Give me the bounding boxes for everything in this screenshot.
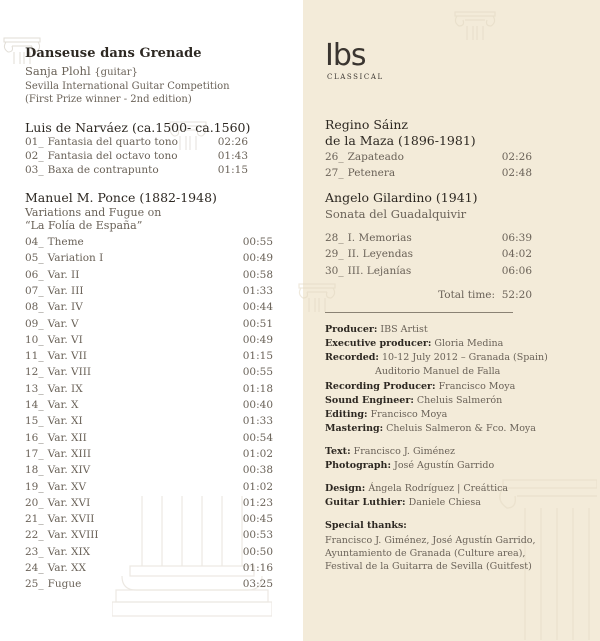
composer-heading: Manuel M. Ponce (1882-1948) [25, 190, 217, 205]
track-time: 00:55 [242, 236, 273, 248]
credit-line [325, 338, 503, 350]
track-number: 11_ [25, 350, 44, 363]
work-subtitle: Variations and Fugue on [25, 206, 162, 219]
credit-line [325, 497, 481, 509]
track-number: 29_ [325, 248, 344, 261]
track-number: 23_ [25, 545, 44, 558]
track-time: 01:15 [242, 350, 273, 363]
track-row [325, 150, 532, 164]
track-number: 07_ [25, 284, 44, 297]
credit-line [325, 409, 447, 421]
track-row [25, 317, 273, 331]
credit-label: Recording Producer: [325, 381, 436, 392]
track-time: 00:40 [242, 399, 273, 411]
track-title: Var. XIX [47, 545, 91, 558]
track-row [25, 577, 273, 591]
album-title: Danseuse dans Grenade [25, 46, 202, 61]
track-time: 00:49 [242, 333, 273, 346]
special-thanks-heading: Special thanks: [325, 520, 407, 531]
credit-label: Design: [325, 483, 366, 494]
track-number: 04_ [25, 236, 44, 248]
track-number: 19_ [25, 480, 44, 493]
track-time: 00:44 [242, 301, 273, 314]
logo-wordmark: Ibs [325, 38, 366, 73]
track-time: 06:06 [501, 264, 532, 277]
credit-line [325, 446, 455, 458]
ibs-classical-logo [325, 40, 384, 81]
track-number: 28_ [325, 232, 344, 244]
track-number: 20_ [25, 496, 44, 509]
track-title: Fugue [47, 578, 82, 591]
total-time-label: Total time: [438, 289, 496, 301]
track-title: Var. XI [47, 415, 83, 428]
track-title: Var. XII [47, 431, 87, 444]
track-title: Var. XVI [47, 496, 91, 509]
credit-label: Text: [325, 446, 351, 457]
track-title: Var. VII [47, 350, 87, 363]
credit-label: Photograph: [325, 460, 391, 471]
special-thanks-line: Francisco J. Giménez, José Agustín Garrido, [325, 535, 536, 546]
track-time: 00:49 [242, 252, 273, 265]
credit-label: Guitar Luthier: [325, 497, 406, 508]
track-number: 30_ [325, 264, 344, 277]
track-time: 06:39 [501, 232, 532, 244]
track-title: Var. VI [47, 333, 83, 346]
track-time: 01:02 [242, 447, 273, 460]
track-row [25, 349, 273, 363]
track-title: Var. XV [47, 480, 87, 493]
track-title: Var. XIII [47, 447, 91, 460]
track-time: 00:55 [242, 366, 273, 379]
instrument: {guitar} [94, 67, 138, 78]
track-time: 00:51 [242, 317, 273, 330]
track-number: 16_ [25, 431, 44, 444]
track-title: Var. III [47, 284, 84, 297]
track-row [25, 333, 273, 347]
total-time [438, 289, 532, 301]
track-number: 05_ [25, 252, 44, 265]
track-number: 10_ [25, 333, 44, 346]
track-title: Petenera [347, 166, 396, 179]
track-number: 21_ [25, 513, 44, 526]
track-time: 01:02 [242, 480, 273, 493]
track-number: 12_ [25, 366, 44, 379]
credit-line [325, 395, 502, 407]
track-title: Var. V [47, 317, 79, 330]
credit-value: José Agustín Garrido [394, 460, 495, 471]
track-number: 13_ [25, 382, 44, 395]
track-title: Var. XVII [47, 513, 95, 526]
composer-heading: Luis de Narváez (ca.1500- ca.1560) [25, 120, 251, 135]
track-row [25, 512, 273, 526]
track-time: 01:33 [242, 415, 273, 428]
track-row [25, 496, 273, 510]
track-row [25, 251, 273, 265]
track-number: 24_ [25, 562, 44, 574]
track-number: 25_ [25, 578, 44, 591]
credit-label: Sound Engineer: [325, 395, 414, 406]
track-title: Var. VIII [47, 366, 92, 379]
column-capital-icon [453, 10, 497, 40]
composer-heading: de la Maza (1896-1981) [325, 133, 476, 148]
credit-line [325, 352, 548, 364]
credit-line [325, 483, 508, 495]
track-title: Baxa de contrapunto [47, 164, 159, 177]
track-number: 18_ [25, 464, 44, 477]
credit-line [325, 324, 428, 336]
track-number: 22_ [25, 529, 44, 542]
track-time: 00:58 [242, 268, 273, 281]
logo-subtitle: CLASSICAL [327, 73, 384, 81]
track-row [25, 149, 248, 163]
track-title: Fantasia del quarto tono [47, 136, 178, 148]
track-row [25, 528, 273, 542]
credit-line [375, 366, 500, 378]
credit-line [325, 423, 536, 435]
track-time: 01:18 [242, 382, 273, 395]
credit-label: Recorded: [325, 352, 379, 363]
credit-label: Editing: [325, 409, 368, 420]
track-row [25, 268, 273, 282]
special-thanks-line: Festival de la Guitarra de Sevilla (Guitfest) [325, 561, 532, 572]
credit-value: 10-12 July 2012 – Granada (Spain) [381, 352, 548, 363]
special-thanks-line: Ayuntamiento de Granada (Culture area), [325, 548, 526, 559]
track-time: 01:15 [217, 164, 248, 177]
track-row [25, 382, 273, 396]
track-row [25, 561, 273, 575]
composer-heading: Regino Sáinz [325, 117, 409, 132]
track-row [25, 235, 273, 249]
track-row [25, 480, 273, 494]
track-number: 26_ [325, 151, 344, 163]
track-time: 01:33 [242, 284, 273, 297]
credit-label: Mastering: [325, 423, 384, 434]
track-time: 03:25 [242, 578, 273, 591]
track-time: 00:38 [242, 464, 273, 477]
credit-value: Cheluis Salmerón [416, 395, 503, 406]
track-row [325, 231, 532, 245]
track-number: 01_ [25, 136, 44, 148]
track-row [325, 166, 532, 180]
credit-line [325, 381, 515, 393]
credit-label: Executive producer: [325, 338, 432, 349]
credit-value: Francisco Moya [370, 409, 448, 420]
work-subtitle: Sonata del Guadalquivir [325, 207, 467, 221]
track-number: 08_ [25, 301, 44, 314]
artist-name [25, 64, 138, 78]
track-row [25, 284, 273, 298]
track-time: 00:53 [242, 529, 273, 542]
credit-label: Producer: [325, 324, 378, 335]
track-time: 00:50 [242, 545, 273, 558]
track-number: 14_ [25, 399, 44, 411]
credit-value: Auditorio Manuel de Falla [375, 366, 501, 377]
track-title: Var. II [47, 268, 80, 281]
track-time: 02:26 [501, 151, 532, 163]
track-number: 15_ [25, 415, 44, 428]
track-title: Variation I [47, 252, 104, 265]
track-row [25, 135, 248, 149]
divider [325, 312, 513, 313]
credit-line [325, 460, 494, 472]
work-subtitle: “La Folía de España” [25, 219, 143, 232]
track-time: 04:02 [501, 248, 532, 261]
track-number: 27_ [325, 166, 344, 179]
artist-text: Sanja Plohl [25, 64, 91, 78]
credit-value: IBS Artist [380, 324, 428, 335]
track-row [325, 264, 532, 278]
track-title: Theme [47, 236, 84, 248]
track-time: 02:26 [217, 136, 248, 148]
track-title: I. Memorias [347, 232, 412, 244]
track-time: 02:48 [501, 166, 532, 179]
track-row [25, 163, 248, 177]
track-number: 17_ [25, 447, 44, 460]
track-time: 01:43 [217, 150, 248, 163]
track-number: 03_ [25, 164, 44, 177]
credit-value: Daniele Chiesa [408, 497, 481, 508]
track-row [25, 365, 273, 379]
prize-line: (First Prize winner - 2nd edition) [25, 94, 192, 105]
track-row [25, 300, 273, 314]
track-title: Zapateado [347, 151, 404, 163]
track-row [25, 545, 273, 559]
track-row [25, 398, 273, 412]
column-capital-icon [297, 282, 337, 312]
credit-value: Francisco Moya [438, 381, 516, 392]
credit-value: Francisco J. Giménez [353, 446, 455, 457]
track-number: 09_ [25, 317, 44, 330]
credit-value: Ángela Rodríguez | Creáttica [368, 483, 509, 494]
track-title: Var. XVIII [47, 529, 99, 542]
track-title: Fantasia del octavo tono [47, 150, 178, 163]
track-number: 02_ [25, 150, 44, 163]
special-thanks-label [325, 520, 407, 532]
track-row [25, 431, 273, 445]
track-row [325, 247, 532, 261]
competition-line: Sevilla International Guitar Competition [25, 81, 230, 92]
credit-value: Gloria Medina [434, 338, 504, 349]
composer-heading: Angelo Gilardino (1941) [325, 190, 478, 205]
track-row [25, 463, 273, 477]
track-title: Var. IX [47, 382, 83, 395]
total-time-value: 52:20 [501, 289, 532, 301]
track-title: Var. X [47, 399, 79, 411]
track-time: 00:45 [242, 513, 273, 526]
track-time: 01:16 [242, 562, 273, 574]
track-time: 01:23 [242, 496, 273, 509]
track-number: 06_ [25, 268, 44, 281]
track-time: 00:54 [242, 431, 273, 444]
track-title: Var. XX [47, 562, 86, 574]
track-title: II. Leyendas [347, 248, 414, 261]
track-title: Var. IV [47, 301, 83, 314]
track-row [25, 414, 273, 428]
track-title: Var. XIV [47, 464, 91, 477]
track-row [25, 447, 273, 461]
credit-value: Cheluis Salmeron & Fco. Moya [386, 423, 536, 434]
track-title: III. Lejanías [347, 264, 412, 277]
